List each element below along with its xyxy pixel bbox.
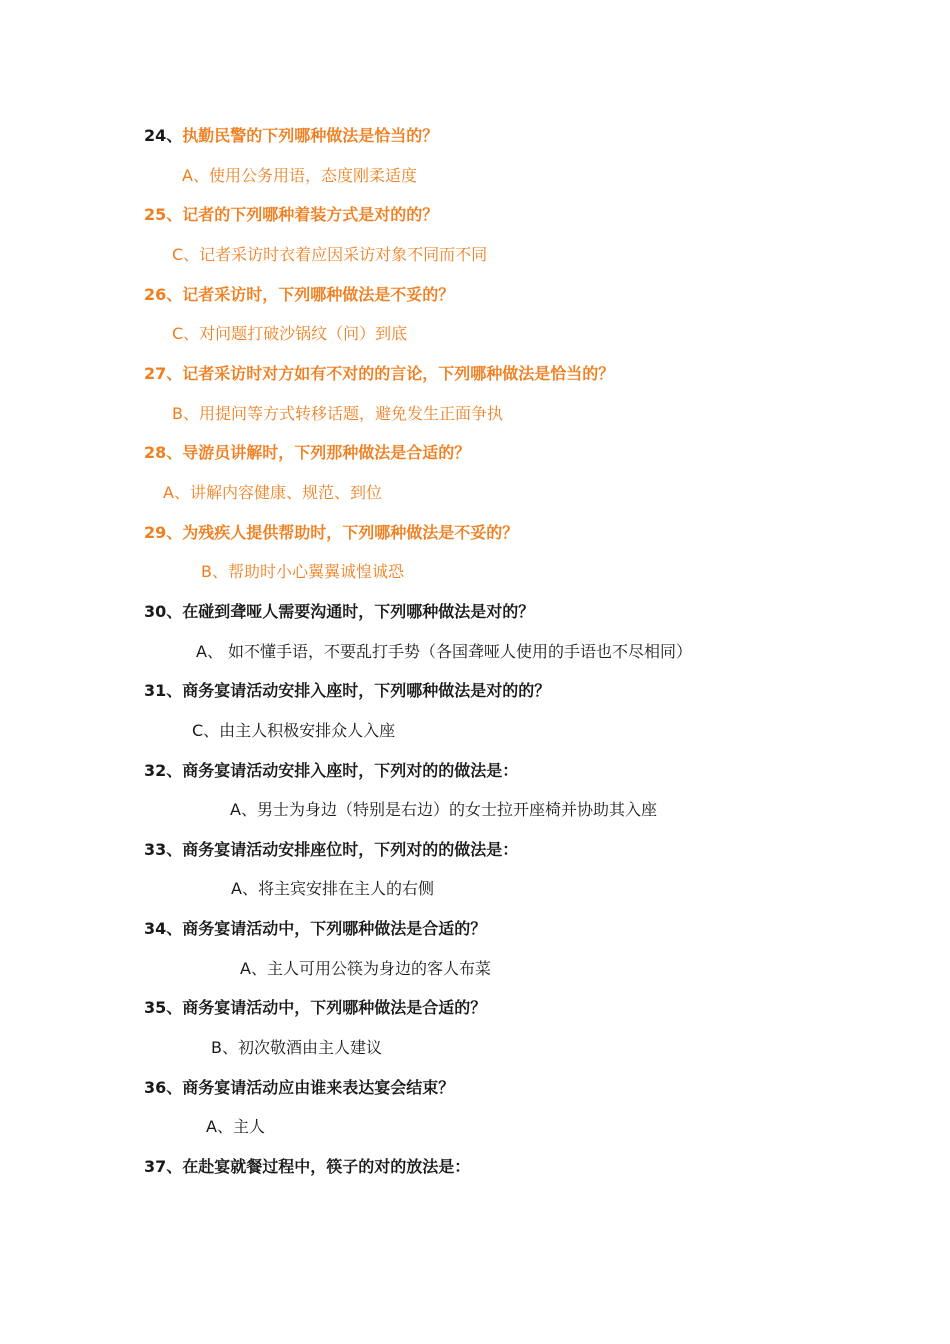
question-37: [144, 1156, 470, 1178]
question-text: 商务宴请活动中，下列哪种做法是合适的？: [182, 919, 487, 938]
question-text: 商务宴请活动中，下列哪种做法是合适的？: [182, 998, 487, 1017]
answer-27: B、用提问等方式转移话题，避免发生正面争执: [172, 404, 503, 423]
answer-29: B、帮助时小心翼翼诚惶诚恐: [201, 562, 404, 581]
question-text: 商务宴请活动应由谁来表达宴会结束？: [182, 1078, 455, 1097]
question-text: 为残疾人提供帮助时，下列哪种做法是不妥的？: [182, 523, 519, 542]
question-35: [144, 997, 486, 1019]
answer-34: A、主人可用公筷为身边的客人布菜: [240, 959, 491, 978]
question-30: [144, 601, 534, 623]
answer-36: A、主人: [206, 1117, 265, 1136]
question-number: 30、: [144, 602, 183, 621]
question-24: [144, 125, 438, 147]
answer-33: A、将主宾安排在主人的右侧: [231, 879, 434, 898]
answer-25: C、记者采访时衣着应因采访对象不同而不同: [172, 245, 488, 264]
question-text: 商务宴请活动安排入座时，下列对的的做法是：: [182, 761, 519, 780]
question-number: 36、: [144, 1078, 183, 1097]
question-text: 执勤民警的下列哪种做法是恰当的？: [182, 126, 439, 145]
question-32: [144, 760, 518, 782]
answer-30: A、 如不懂手语，不要乱打手势（各国聋哑人使用的手语也不尽相同）: [196, 642, 693, 661]
question-number: 34、: [144, 919, 183, 938]
question-text: 导游员讲解时，下列那种做法是合适的？: [182, 443, 471, 462]
question-text: 在赴宴就餐过程中，筷子的对的放法是：: [182, 1157, 471, 1176]
question-number: 24、: [144, 126, 183, 145]
question-number: 31、: [144, 681, 183, 700]
answer-26: C、对问题打破沙锅纹（问）到底: [172, 324, 408, 343]
question-number: 35、: [144, 998, 183, 1017]
question-number: 26、: [144, 285, 183, 304]
question-text: 商务宴请活动安排座位时，下列对的的做法是：: [182, 840, 519, 859]
question-33: [144, 839, 518, 861]
question-27: [144, 363, 614, 385]
question-25: [144, 204, 438, 226]
question-text: 商务宴请活动安排入座时，下列哪种做法是对的的？: [182, 681, 551, 700]
question-29: [144, 522, 518, 544]
answer-24: A、使用公务用语，态度刚柔适度: [182, 166, 417, 185]
question-number: 33、: [144, 840, 183, 859]
question-number: 37、: [144, 1157, 183, 1176]
question-text: 记者采访时，下列哪种做法是不妥的？: [182, 285, 455, 304]
question-31: [144, 680, 550, 702]
question-text: 记者采访时对方如有不对的的言论，下列哪种做法是恰当的？: [182, 364, 615, 383]
question-number: 29、: [144, 523, 183, 542]
answer-31: C、由主人积极安排众人入座: [192, 721, 396, 740]
question-26: [144, 284, 454, 306]
question-28: [144, 442, 470, 464]
question-number: 28、: [144, 443, 183, 462]
question-34: [144, 918, 486, 940]
question-text: 在碰到聋哑人需要沟通时，下列哪种做法是对的？: [182, 602, 535, 621]
question-text: 记者的下列哪种着装方式是对的的？: [182, 205, 439, 224]
answer-35: B、初次敬酒由主人建议: [211, 1038, 382, 1057]
answer-32: A、男士为身边（特别是右边）的女士拉开座椅并协助其入座: [230, 800, 657, 819]
question-number: 25、: [144, 205, 183, 224]
answer-28: A、讲解内容健康、规范、到位: [163, 483, 382, 502]
question-36: [144, 1077, 454, 1099]
question-number: 27、: [144, 364, 183, 383]
question-number: 32、: [144, 761, 183, 780]
